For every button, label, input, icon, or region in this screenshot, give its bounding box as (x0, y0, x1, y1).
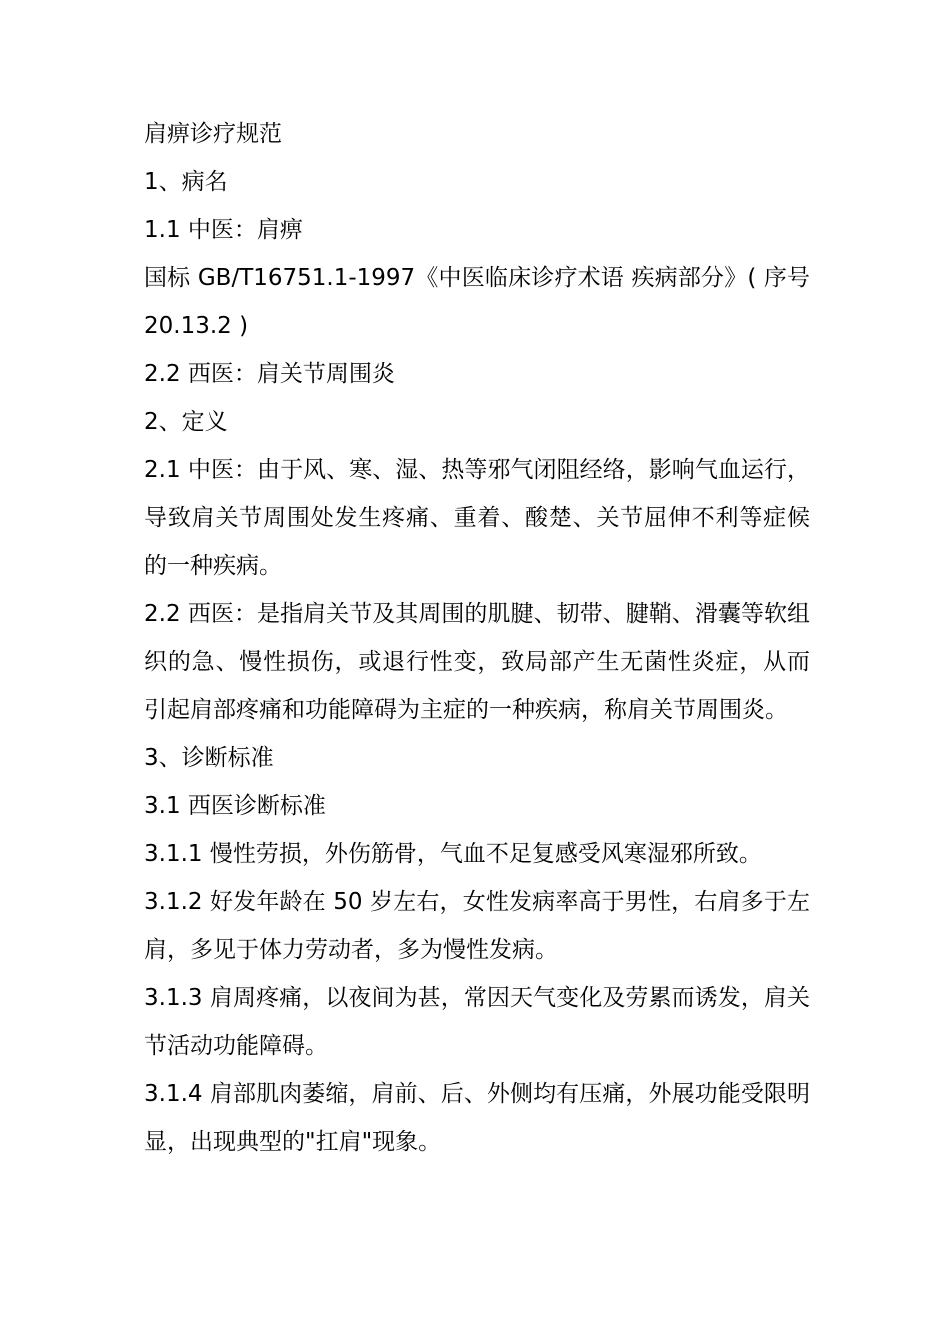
item-criterion-3-1-4: 3.1.4 肩部肌肉萎缩，肩前、后、外侧均有压痛，外展功能受限明显，出现典型的"扛肩"现象。 (144, 1081, 810, 1155)
heading-definition: 2、定义 (144, 409, 228, 435)
item-western-definition: 2.2 西医：是指肩关节及其周围的肌腱、韧带、腱鞘、滑囊等软组织的急、慢性损伤，或退行性变，致局部产生无菌性炎症，从而引起肩部疼痛和功能障碍为主症的一种疾病，称肩关节周围炎。 (144, 601, 810, 723)
document-title: 肩痹诊疗规范 (144, 121, 282, 147)
heading-disease-name: 1、病名 (144, 169, 228, 195)
item-criterion-3-1-3: 3.1.3 肩周疼痛，以夜间为甚，常因天气变化及劳累而诱发，肩关节活动功能障碍。 (144, 985, 810, 1059)
item-tcm-definition: 2.1 中医：由于风、寒、湿、热等邪气闭阻经络，影响气血运行，导致肩关节周围处发生疼痛、重着、酸楚、关节屈伸不利等症候的一种疾病。 (144, 457, 810, 579)
item-tcm-name: 1.1 中医：肩痹 (144, 217, 303, 243)
item-western-name: 2.2 西医：肩关节周围炎 (144, 361, 395, 387)
heading-diagnostic-criteria: 3、诊断标准 (144, 745, 274, 771)
item-national-standard: 国标 GB/T16751.1-1997《中医临床诊疗术语 疾病部分》( 序号 20.13.2 ) (144, 265, 810, 339)
item-western-diagnostic-criteria: 3.1 西医诊断标准 (144, 793, 326, 819)
document-body (144, 110, 810, 1166)
item-criterion-3-1-1: 3.1.1 慢性劳损，外伤筋骨，气血不足复感受风寒湿邪所致。 (144, 841, 762, 867)
item-criterion-3-1-2: 3.1.2 好发年龄在 50 岁左右，女性发病率高于男性，右肩多于左肩，多见于体力劳动者，多为慢性发病。 (144, 889, 810, 963)
